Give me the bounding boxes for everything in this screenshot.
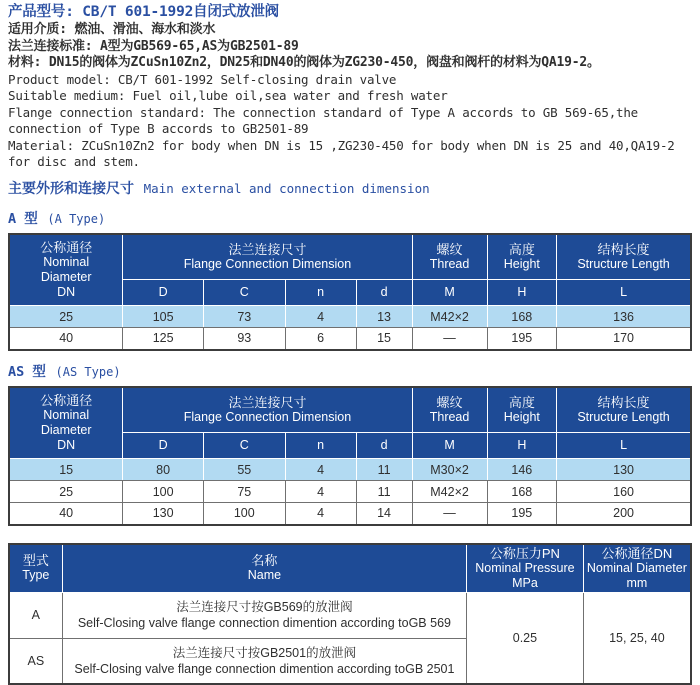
table-cell: 130 xyxy=(123,503,203,525)
table-cell: 195 xyxy=(487,328,557,350)
header-pn-unit: MPa xyxy=(469,576,581,591)
product-model-zh: 产品型号: CB/T 601-1992自闭式放泄阀 xyxy=(8,3,692,22)
table-cell: — xyxy=(412,328,487,350)
header-thread-zh: 螺纹 xyxy=(415,395,485,410)
table-cell: 13 xyxy=(356,306,412,328)
header-thread-en: Thread xyxy=(415,257,485,272)
table-cell: 14 xyxy=(356,503,412,525)
header-thread xyxy=(412,387,487,433)
header-thread-en: Thread xyxy=(415,410,485,425)
section-title-en: Main external and connection dimension xyxy=(144,181,430,196)
name-zh: 法兰连接尺寸按GB569的放泄阀 xyxy=(65,599,464,615)
table-cell: M42×2 xyxy=(412,306,487,328)
table-cell: 105 xyxy=(123,306,203,328)
header-type-en: Type xyxy=(12,568,60,583)
header-col-L: L xyxy=(557,280,691,306)
table-cell: 6 xyxy=(285,328,356,350)
table-cell: 130 xyxy=(557,459,691,481)
header-length-zh: 结构长度 xyxy=(559,395,688,410)
as-type-heading-en: (AS Type) xyxy=(56,365,121,379)
a-type-heading xyxy=(8,207,692,227)
table-cell: 168 xyxy=(487,306,557,328)
header-col-H: H xyxy=(487,433,557,459)
table-cell: 40 xyxy=(9,503,123,525)
header-pn-en: Nominal Pressure xyxy=(469,561,581,576)
header-col-d: d xyxy=(356,433,412,459)
table-cell: 4 xyxy=(285,481,356,503)
header-height xyxy=(487,387,557,433)
table-cell: 160 xyxy=(557,481,691,503)
table-cell: 80 xyxy=(123,459,203,481)
table-row xyxy=(9,503,691,525)
intro-block xyxy=(8,3,692,171)
header-height-zh: 高度 xyxy=(490,395,555,410)
table-row xyxy=(9,306,691,328)
as-type-dimension-table xyxy=(8,386,692,526)
table-cell: — xyxy=(412,503,487,525)
table-cell: 75 xyxy=(203,481,285,503)
pressure-cell: 0.25 xyxy=(467,592,584,684)
table-cell: M42×2 xyxy=(412,481,487,503)
header-flange-zh: 法兰连接尺寸 xyxy=(125,242,409,257)
header-dn-zh: 公称通径DN xyxy=(586,546,688,561)
table-cell: 4 xyxy=(285,503,356,525)
header-nominal-pressure xyxy=(467,544,584,593)
name-cell xyxy=(62,592,466,638)
a-type-heading-zh: A 型 xyxy=(8,211,38,227)
header-col-n: n xyxy=(285,280,356,306)
header-thread xyxy=(412,234,487,280)
table-cell: 25 xyxy=(9,481,123,503)
header-height-en: Height xyxy=(490,257,555,272)
table-cell: 25 xyxy=(9,306,123,328)
header-col-M: M xyxy=(412,280,487,306)
header-height-zh: 高度 xyxy=(490,242,555,257)
header-structure-length xyxy=(557,387,691,433)
header-flange-en: Flange Connection Dimension xyxy=(125,257,409,272)
header-nominal-diameter xyxy=(9,387,123,459)
product-model-en: Product model: CB/T 601-1992 Self-closing drain valve xyxy=(8,72,692,89)
header-flange-dimension xyxy=(123,234,412,280)
suitable-medium-en: Suitable medium: Fuel oil,lube oil,sea water and fresh water xyxy=(8,88,692,105)
header-dn-sub: DN xyxy=(12,285,120,300)
dn-values-cell: 15, 25, 40 xyxy=(583,592,691,684)
header-length-zh: 结构长度 xyxy=(559,242,688,257)
header-dn-en: Nominal Diameter xyxy=(586,561,688,576)
section-heading xyxy=(8,178,692,198)
suitable-medium-zh: 适用介质: 燃油、滑油、海水和淡水 xyxy=(8,22,692,39)
header-col-D: D xyxy=(123,433,203,459)
header-dn-en1: Nominal xyxy=(12,255,120,270)
type-cell: A xyxy=(9,592,62,638)
header-name xyxy=(62,544,466,593)
flange-standard-zh: 法兰连接标准: A型为GB569-65,AS为GB2501-89 xyxy=(8,39,692,56)
table-cell: 55 xyxy=(203,459,285,481)
header-col-D: D xyxy=(123,280,203,306)
header-col-n: n xyxy=(285,433,356,459)
table-cell: 15 xyxy=(9,459,123,481)
table-row xyxy=(9,592,691,638)
table-cell: 11 xyxy=(356,459,412,481)
material-en: Material: ZCuSn10Zn2 for body when DN is 15 ,ZG230-450 for body when DN is 25 and 40,QA19-2 for disc and stem. xyxy=(8,138,692,171)
flange-standard-en: Flange connection standard: The connection standard of Type A accords to GB 569-65,the connection of Type B accords to GB2501-89 xyxy=(8,105,692,138)
header-dn-unit: mm xyxy=(586,576,688,591)
material-zh: 材料: DN15的阀体为ZCuSn10Zn2，DN25和DN40的阀体为ZG230-450，阀盘和阀杆的材料为QA19-2。 xyxy=(8,55,692,72)
header-name-en: Name xyxy=(65,568,464,583)
as-type-heading xyxy=(8,360,692,380)
table-cell: M30×2 xyxy=(412,459,487,481)
table-cell: 4 xyxy=(285,306,356,328)
table-cell: 73 xyxy=(203,306,285,328)
header-height xyxy=(487,234,557,280)
header-type xyxy=(9,544,62,593)
table-row xyxy=(9,328,691,350)
header-pn-zh: 公称压力PN xyxy=(469,546,581,561)
table-cell: 100 xyxy=(123,481,203,503)
header-length-en: Structure Length xyxy=(559,410,688,425)
table-row xyxy=(9,459,691,481)
name-cell xyxy=(62,638,466,684)
header-nominal-diameter xyxy=(9,234,123,306)
header-col-C: C xyxy=(203,280,285,306)
header-dn-sub: DN xyxy=(12,438,120,453)
table-cell: 15 xyxy=(356,328,412,350)
name-en: Self-Closing valve flange connection dimention according toGB 569 xyxy=(65,615,464,631)
header-dn-zh: 公称通径 xyxy=(12,393,120,408)
table-cell: 136 xyxy=(557,306,691,328)
table-cell: 200 xyxy=(557,503,691,525)
table-cell: 4 xyxy=(285,459,356,481)
header-flange-zh: 法兰连接尺寸 xyxy=(125,395,409,410)
header-col-H: H xyxy=(487,280,557,306)
header-dn-en2: Diameter xyxy=(12,270,120,285)
section-title-zh: 主要外形和连接尺寸 xyxy=(8,181,134,197)
table-cell: 11 xyxy=(356,481,412,503)
table-cell: 168 xyxy=(487,481,557,503)
header-col-d: d xyxy=(356,280,412,306)
header-col-L: L xyxy=(557,433,691,459)
table-cell: 125 xyxy=(123,328,203,350)
table-row xyxy=(9,481,691,503)
header-thread-zh: 螺纹 xyxy=(415,242,485,257)
as-type-heading-zh: AS 型 xyxy=(8,364,46,380)
table-cell: 195 xyxy=(487,503,557,525)
header-flange-dimension xyxy=(123,387,412,433)
type-summary-table xyxy=(8,543,692,685)
name-en: Self-Closing valve flange connection dimention according toGB 2501 xyxy=(65,661,464,677)
header-structure-length xyxy=(557,234,691,280)
table-cell: 93 xyxy=(203,328,285,350)
header-type-zh: 型式 xyxy=(12,553,60,568)
header-length-en: Structure Length xyxy=(559,257,688,272)
header-dn-en1: Nominal xyxy=(12,408,120,423)
header-flange-en: Flange Connection Dimension xyxy=(125,410,409,425)
header-dn-en2: Diameter xyxy=(12,423,120,438)
header-nominal-diameter xyxy=(583,544,691,593)
header-height-en: Height xyxy=(490,410,555,425)
name-zh: 法兰连接尺寸按GB2501的放泄阀 xyxy=(65,645,464,661)
type-cell: AS xyxy=(9,638,62,684)
table-cell: 100 xyxy=(203,503,285,525)
header-col-C: C xyxy=(203,433,285,459)
a-type-heading-en: (A Type) xyxy=(47,212,105,226)
table-cell: 40 xyxy=(9,328,123,350)
a-type-dimension-table xyxy=(8,233,692,351)
table-cell: 170 xyxy=(557,328,691,350)
header-col-M: M xyxy=(412,433,487,459)
table-cell: 146 xyxy=(487,459,557,481)
header-dn-zh: 公称通径 xyxy=(12,240,120,255)
header-name-zh: 名称 xyxy=(65,553,464,568)
